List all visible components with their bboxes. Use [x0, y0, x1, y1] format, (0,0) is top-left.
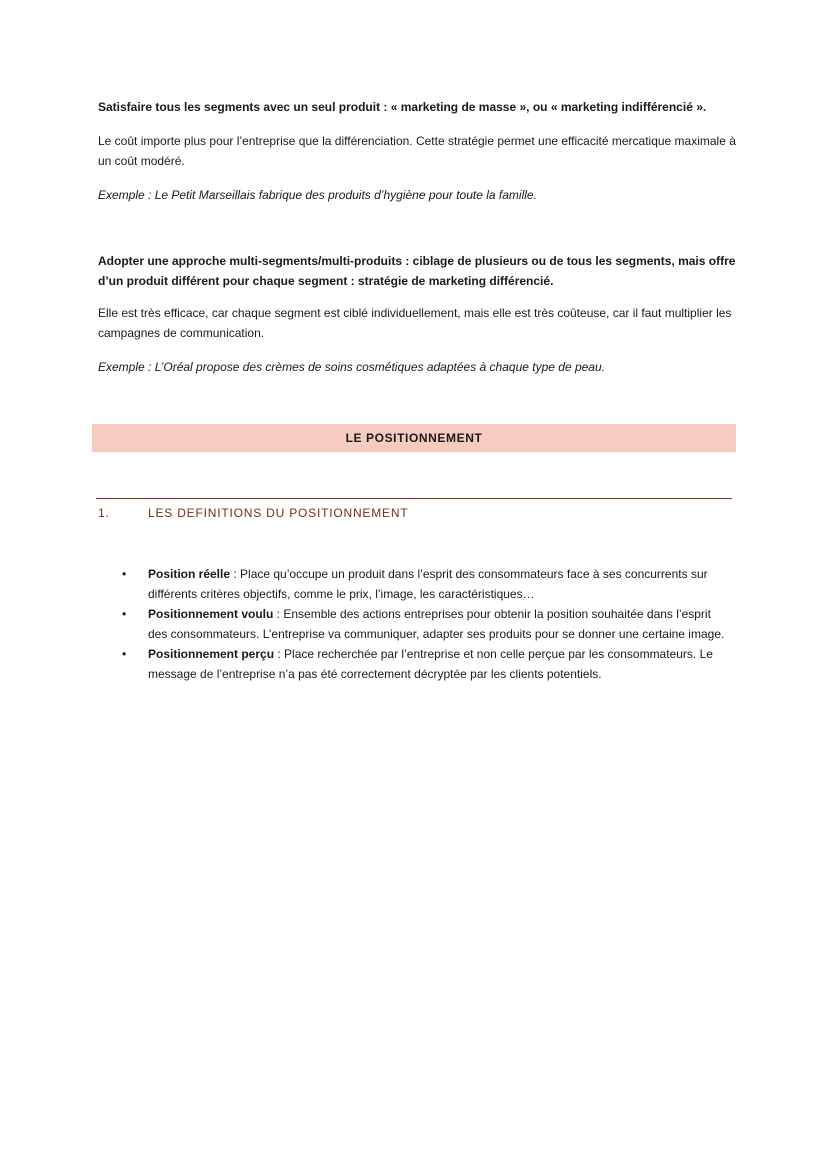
definition-text: : Place recherchée par l’entreprise et non celle perçue par les consommateurs. Le message de l’entreprise n’a pas été correctement décryptée par les clients potentiels. — [148, 647, 713, 681]
bullet-icon: • — [122, 567, 127, 581]
section-divider — [96, 498, 732, 499]
definition-term: Positionnement voulu — [148, 607, 274, 621]
definition-text: : Place qu’occupe un produit dans l’esprit des consommateurs face à ses concurrents sur différents critères objectifs, comme le prix, l’image, les caractéristiques… — [148, 567, 708, 601]
strategy-1-example: Exemple : Le Petit Marseillais fabrique des produits d’hygiène pour toute la famille. — [98, 188, 537, 202]
strategy-2-heading: Adopter une approche multi-segments/multi-produits : ciblage de plusieurs ou de tous les segments, mais offre d’un produit différent pour chaque segment : stratégie de marketing différencié. — [98, 254, 736, 288]
list-item — [120, 604, 730, 644]
section-title: LES DEFINITIONS DU POSITIONNEMENT — [148, 506, 409, 520]
definition-term: Position réelle — [148, 567, 231, 581]
bullet-icon: • — [122, 647, 127, 661]
bullet-icon: • — [122, 607, 127, 621]
banner-title: LE POSITIONNEMENT — [345, 431, 483, 445]
positionnement-banner — [92, 424, 736, 452]
strategy-2-example: Exemple : L’Oréal propose des crèmes de soins cosmétiques adaptées à chaque type de peau. — [98, 360, 605, 374]
definition-text: : Ensemble des actions entreprises pour obtenir la position souhaitée dans l’esprit des consommateurs. L’entreprise va communiquer, adapter ses produits pour se donner une certaine image. — [148, 607, 725, 641]
strategy-1-heading: Satisfaire tous les segments avec un seul produit : « marketing de masse », ou « marketing indifférencié ». — [98, 100, 707, 114]
list-item — [120, 644, 730, 684]
definition-term: Positionnement perçu — [148, 647, 275, 661]
definitions-list — [120, 564, 730, 684]
strategy-2-body: Elle est très efficace, car chaque segment est ciblé individuellement, mais elle est très coûteuse, car il faut multiplier les campagnes de communication. — [98, 306, 732, 340]
list-item — [120, 564, 730, 604]
section-number: 1. — [98, 506, 110, 520]
strategy-1-body: Le coût importe plus pour l’entreprise que la différenciation. Cette stratégie permet une efficacité mercatique maximale à un coût modéré. — [98, 134, 736, 168]
